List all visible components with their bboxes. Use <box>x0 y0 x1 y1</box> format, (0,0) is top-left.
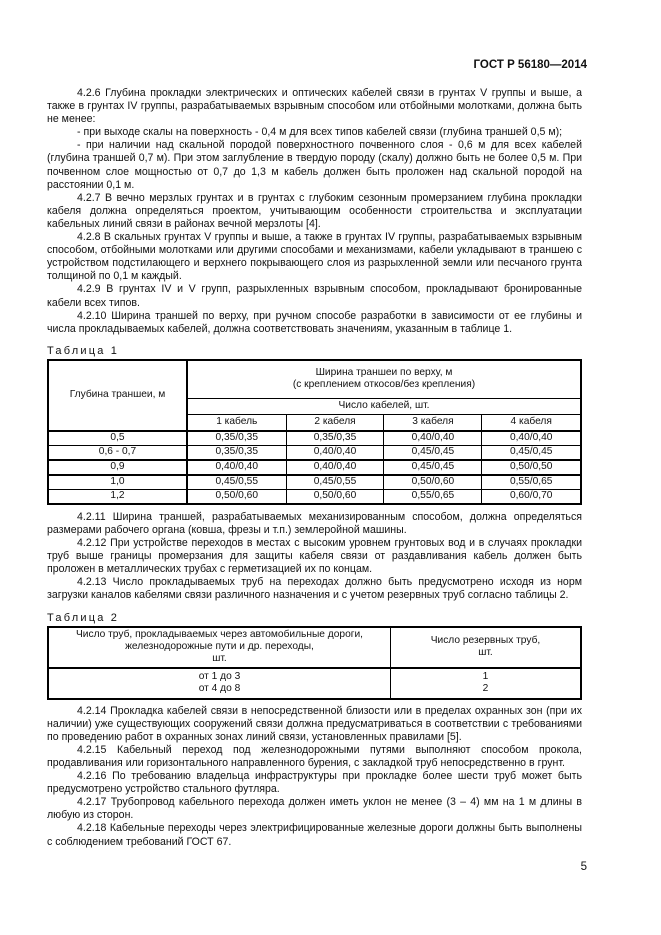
paragraph-4-2-8: 4.2.8 В скальных грунтах V группы и выше, а также в грунтах IV группы, разрабатываемых взрывным способом, отбойными молотками или другими способами и механизмами, кабели укладывают в траншею с устройством подстилающего и верхнего покрывающего слоя из разрыхленной земли или песчаного грунта толщиной по 0,1 м каждый. <box>47 231 582 283</box>
value-cell: 0,40/0,40 <box>286 460 384 475</box>
table-row <box>48 668 581 683</box>
depth-header-text: Глубина траншеи, м <box>69 389 166 401</box>
paragraph-4-2-6-item-a: - при выходе скалы на поверхность - 0,4 м для всех типов кабелей связи (глубина траншей 0,5 м); <box>77 126 563 139</box>
paragraph-4-2-6-item-b: - при наличии над скальной породой поверхностного почвенного слоя - 0,6 м для всех кабелей (глубина траншей 0,7 м). При этом заглубление в твердую породу (скалу) должно быть не более 0,5 м. При почвенном слое мощностью от 0,7 до 1,3 м кабель должен быть проложен над скальной породой на расстоянии 0,1 м. <box>47 139 582 191</box>
page-number: 5 <box>580 861 587 873</box>
value-cell: 0,50/0,60 <box>187 489 286 504</box>
reserve-cell: 1 <box>482 670 489 682</box>
value-cell: 0,45/0,45 <box>482 445 581 460</box>
value-cell: 0,40/0,40 <box>187 460 286 475</box>
value-cell: 0,45/0,55 <box>187 475 286 490</box>
value-cell: 0,45/0,45 <box>384 445 482 460</box>
paragraph-4-2-16: 4.2.16 По требованию владельца инфраструктуры при прокладке более шести труб может быть предусмотрено устройство стального футляра. <box>47 770 582 796</box>
depth-cell: 0,9 <box>48 460 187 475</box>
table-row <box>48 489 581 504</box>
depth-cell: 0,6 - 0,7 <box>48 445 187 460</box>
value-cell: 0,45/0,45 <box>384 460 482 475</box>
document-body <box>47 87 582 849</box>
value-cell: 0,50/0,60 <box>384 475 482 490</box>
table1-col-3: 3 кабеля <box>384 414 482 431</box>
table-row <box>48 475 581 490</box>
reserve-header-line2: шт. <box>478 647 493 659</box>
paragraph-4-2-18: 4.2.18 Кабельные переходы через электрифицированные железные дороги должны быть выполнены с соблюдением требований ГОСТ 67. <box>47 822 582 848</box>
paragraph-4-2-7: 4.2.7 В вечно мерзлых грунтах и в грунтах с глубоким сезонным промерзанием глубина прокладки кабеля должна определяться проектом, учитывающим особенности строительства и эксплуатации кабельных линий связи в районах вечной мерзлоты [4]. <box>47 191 582 230</box>
table1-caption: Таблица 1 <box>47 344 120 357</box>
paragraph-4-2-15: 4.2.15 Кабельный переход под железнодорожными путями выполняют способом прокола, продавливания или горизонтального направленного бурения, с закладкой труб непосредственно в грунт. <box>47 743 582 769</box>
table2-pipes-header <box>48 627 391 668</box>
pipes-header-line1: Число труб, прокладываемых через автомобильные дороги, <box>76 629 363 641</box>
table1-count-header: Число кабелей, шт. <box>187 398 581 414</box>
table2-reserve-header <box>391 627 582 668</box>
table-reserve-pipes <box>47 626 582 700</box>
paragraph-4-2-9: 4.2.9 В грунтах IV и V групп, разрыхленных взрывным способом, прокладывают бронированные кабели всех типов. <box>47 283 582 309</box>
table1-col-2: 2 кабеля <box>286 414 384 431</box>
paragraph-4-2-10: 4.2.10 Ширина траншей по верху, при ручном способе разработки в зависимости от ее глубины и числа прокладываемых кабелей, должна соответствовать значениям, указанным в таблице 1. <box>47 309 582 335</box>
value-cell: 0,60/0,70 <box>482 489 581 504</box>
table-row <box>48 431 581 446</box>
value-cell: 0,50/0,60 <box>286 489 384 504</box>
table-row <box>48 445 581 460</box>
value-cell: 0,40/0,40 <box>286 445 384 460</box>
table1-col-4: 4 кабеля <box>482 414 581 431</box>
value-cell: 0,55/0,65 <box>384 489 482 504</box>
table-row <box>48 460 581 475</box>
table1-width-header <box>187 360 581 399</box>
value-cell: 0,35/0,35 <box>187 445 286 460</box>
value-cell: 0,50/0,50 <box>482 460 581 475</box>
depth-cell: 1,2 <box>48 489 187 504</box>
pipes-header-line3: шт. <box>212 653 227 665</box>
width-header-line1: Ширина траншеи по верху, м <box>315 367 453 379</box>
pipes-cell: от 1 до 3 <box>48 668 391 683</box>
paragraph-4-2-12: 4.2.12 При устройстве переходов в местах с высоким уровнем грунтовых вод и в случаях прокладки труб выше границы промерзания для защиты кабеля связи от раздавливания кабель должен быть проложен в металлических трубах с герметизацией их по концам. <box>47 537 582 576</box>
table2-caption: Таблица 2 <box>47 611 120 624</box>
table-row <box>48 683 581 699</box>
value-cell: 0,40/0,40 <box>384 431 482 446</box>
pipes-header-line2: железнодорожные пути и др. переходы, <box>125 641 314 653</box>
paragraph-4-2-11: 4.2.11 Ширина траншей, разрабатываемых механизированным способом, должна определяться размерами рабочего органа (ковша, фрезы и т.п.) землеройной машины. <box>47 510 582 536</box>
paragraph-4-2-6: 4.2.6 Глубина прокладки электрических и оптических кабелей связи в грунтах V группы и выше, а также в грунтах IV группы, разрабатываемых взрывным способом или отбойными молотками, должна быть не менее: <box>47 87 582 126</box>
reserve-cell: 2 <box>482 682 489 694</box>
pipes-cell: от 4 до 8 <box>48 683 391 699</box>
value-cell: 0,35/0,35 <box>187 431 286 446</box>
depth-cell: 0,5 <box>48 431 187 446</box>
table1-col-1: 1 кабель <box>187 414 286 431</box>
value-cell: 0,55/0,65 <box>482 475 581 490</box>
paragraph-4-2-14: 4.2.14 Прокладка кабелей связи в непосредственной близости или в пределах охранных зон (при их наличии) уже существующих сооружений связи должна предусматриваться в соответствии с требованиями по проведению работ в охранных зонах линий связи, установленных правилами [5]. <box>47 704 582 743</box>
depth-cell: 1,0 <box>48 475 187 490</box>
paragraph-4-2-13: 4.2.13 Число прокладываемых труб на переходах должно быть предусмотрено исходя из норм загрузки каналов кабелями связи различного назначения и с учетом резервных труб согласно таблицы 2. <box>47 576 582 602</box>
value-cell: 0,45/0,55 <box>286 475 384 490</box>
paragraph-4-2-17: 4.2.17 Трубопровод кабельного перехода должен иметь уклон не менее (3 – 4) мм на 1 м длины в любую из сторон. <box>47 796 582 822</box>
table1-depth-header <box>48 360 187 431</box>
value-cell: 0,35/0,35 <box>286 431 384 446</box>
table-trench-width <box>47 359 582 505</box>
value-cell: 0,40/0,40 <box>482 431 581 446</box>
width-header-line2: (с креплением откосов/без крепления) <box>292 379 476 391</box>
reserve-header-line1: Число резервных труб, <box>430 635 541 647</box>
document-id: ГОСТ Р 56180—2014 <box>473 59 587 71</box>
